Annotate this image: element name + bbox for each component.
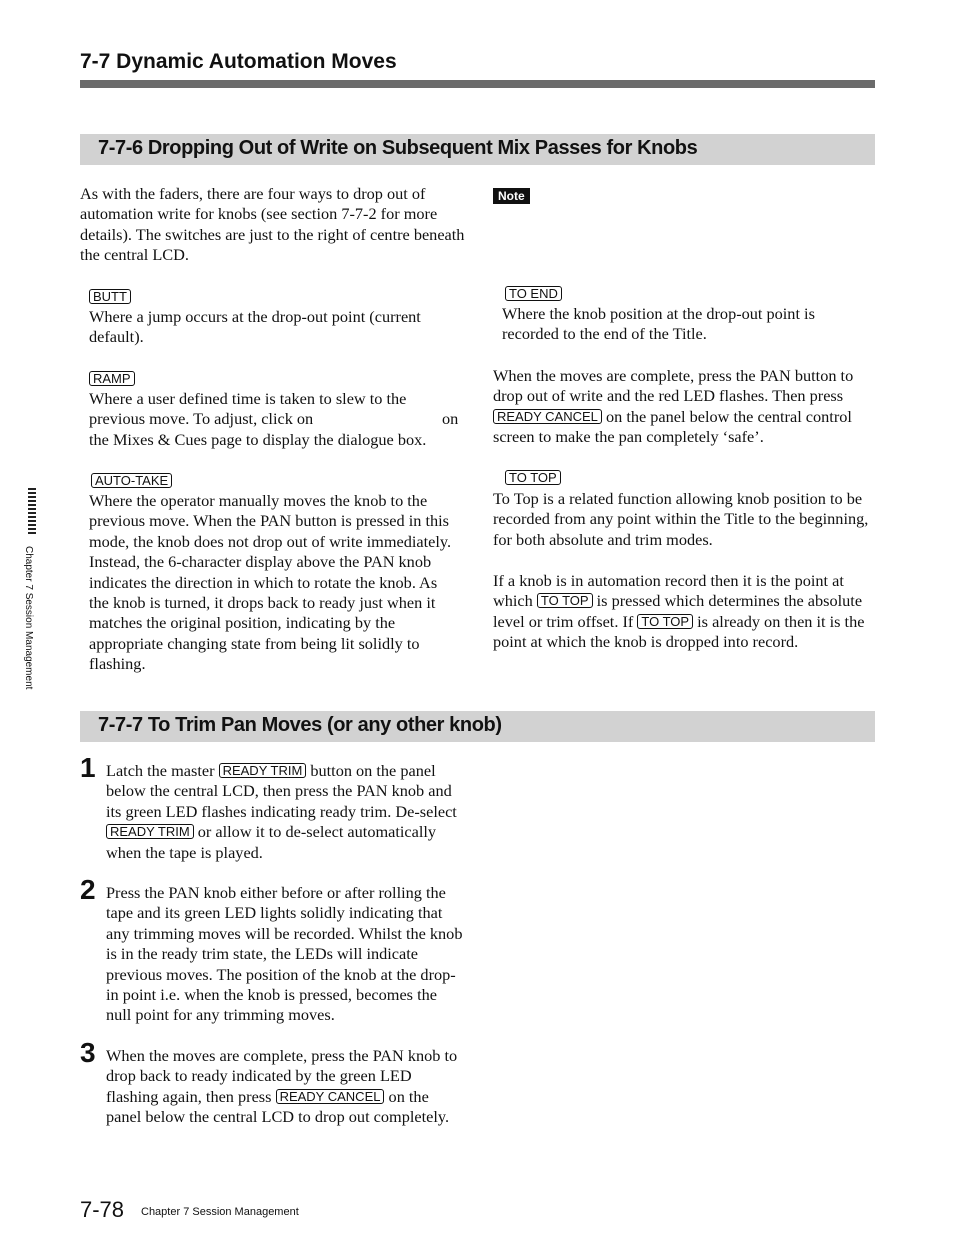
toend-key: TO END: [505, 286, 562, 304]
complete-paragraph: When the moves are complete, press the PAN button to drop out of write and the red LED flashes. Then press READY CANCEL on the panel below the central control screen to make the pan completely ‘safe’.: [493, 366, 854, 447]
totop-description: To Top is a related function allowing knob position to be recorded from any point within the Title to the beginning, for both absolute and trim modes.: [493, 489, 869, 549]
section-bar-766: [80, 134, 875, 165]
ready-cancel-key: READY CANCEL: [493, 409, 602, 424]
note-badge: Note: [493, 188, 530, 204]
ramp-line-3: the Mixes & Cues page to display the dialogue box.: [89, 429, 427, 449]
section-bar-767: [80, 711, 875, 742]
step-1-number: 1: [80, 752, 96, 783]
ramp-key: RAMP: [89, 371, 135, 389]
chapter-tab-marker: [28, 488, 36, 534]
toend-description: Where the knob position at the drop-out point is recorded to the end of the Title.: [502, 304, 815, 344]
step-3-number: 3: [80, 1037, 96, 1068]
chapter-heading: 7-7 Dynamic Automation Moves: [80, 50, 397, 73]
autotake-key: AUTO-TAKE: [91, 473, 172, 491]
ramp-on-word: on: [442, 409, 459, 429]
header-rule: [80, 80, 875, 88]
ramp-line-2: previous move. To adjust, click on on: [89, 409, 459, 429]
butt-key: BUTT: [89, 289, 131, 307]
ready-trim-key: READY TRIM: [219, 763, 307, 778]
intro-paragraph: As with the faders, there are four ways to drop out of automation write for knobs (see section 7-7-2 for more details). The switches are just to the right of centre beneath the central LCD.: [80, 184, 465, 265]
footer-chapter-label: Chapter 7 Session Management: [141, 1206, 299, 1218]
ramp-description: Where a user defined time is taken to slew to the previous move. To adjust, click on on the Mixes & Cues page to display the dialogue box.: [89, 389, 464, 450]
section-title-767: 7-7-7 To Trim Pan Moves (or any other knob): [98, 714, 502, 736]
totop-detail-paragraph: If a knob is in automation record then it is the point at which TO TOP is pressed which determines the absolute level or trim offset. If TO TOP is already on then it is the point at which the knob is dropped into record.: [493, 571, 865, 652]
ready-trim-key-2: READY TRIM: [106, 824, 194, 839]
butt-description: Where a jump occurs at the drop-out point (current default).: [89, 307, 421, 347]
totop-inline-key-2: TO TOP: [637, 614, 693, 629]
page-number: 7-78: [80, 1197, 125, 1222]
autotake-description: Where the operator manually moves the knob to the previous move. When the PAN button is pressed in this mode, the knob does not drop out of write immediately. Instead, the 6-character display above the PAN knob indicates the direction in which to rotate the knob. As the knob is turned, it drops back to ready just when it matches the original position, indicating by the appropriate changing state from being lit solidly to flashing.: [89, 491, 452, 674]
side-chapter-label: Chapter 7 Session Management: [23, 546, 34, 690]
totop-key: TO TOP: [505, 470, 561, 488]
totop-inline-key: TO TOP: [537, 593, 593, 608]
section-title-766: 7-7-6 Dropping Out of Write on Subsequent Mix Passes for Knobs: [98, 137, 698, 159]
step-2-text: Press the PAN knob either before or after rolling the tape and its green LED lights solidly indicating that any trimming moves will be recorded. Whilst the knob is in the ready trim state, the LEDs will indicate previous moves. The position of the knob at the drop-in point i.e. when the knob is pressed, becomes the null point for any trimming moves.: [106, 883, 463, 1025]
step-1-text: Latch the master READY TRIM button on the panel below the central LCD, then press the PAN knob and its green LED flashes indicating ready trim. De-select READY TRIM or allow it to de-select automatically when the tape is played.: [106, 761, 457, 862]
step-2-number: 2: [80, 874, 96, 905]
ready-cancel-key-2: READY CANCEL: [276, 1089, 385, 1104]
step-3-text: When the moves are complete, press the PAN knob to drop back to ready indicated by the green LED flashing again, then press READY CANCEL on the panel below the central LCD to drop out completely.: [106, 1046, 458, 1127]
